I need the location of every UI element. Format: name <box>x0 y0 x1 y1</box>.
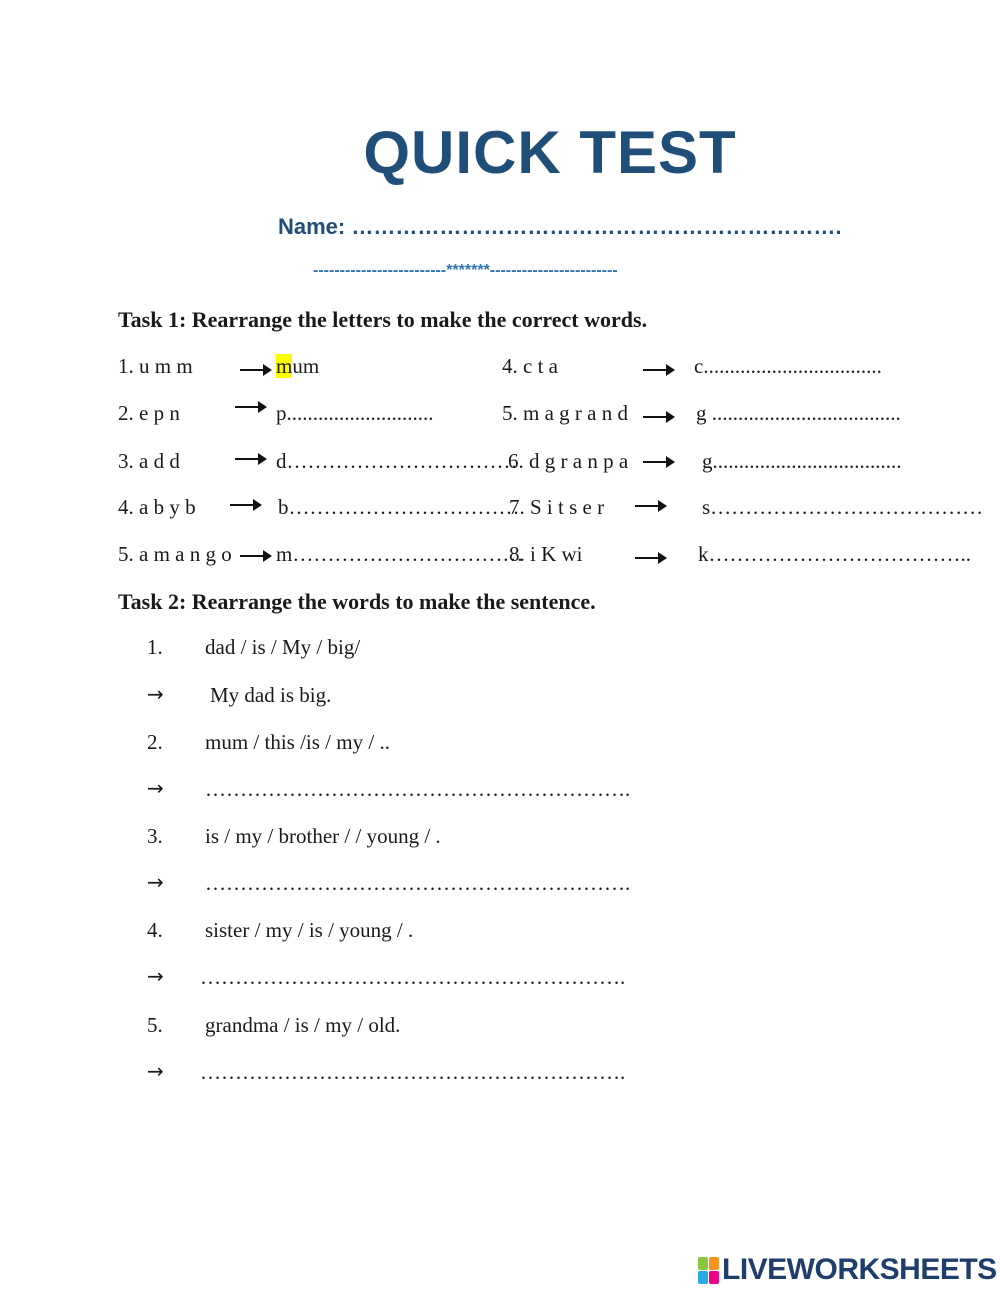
logo-block <box>698 1271 708 1284</box>
task1-answer[interactable]: b…………………………… <box>278 495 520 519</box>
task1-answer[interactable]: s………………………………… <box>702 495 984 519</box>
task2-words: is / my / brother / / young / . <box>205 824 441 848</box>
task2-answer[interactable]: ……………………………………………………. <box>205 871 631 895</box>
arrow-icon <box>230 504 260 506</box>
task2-number: 4. <box>147 918 163 942</box>
task1-question: 6. d g r a n p a <box>508 449 629 473</box>
arrow-icon <box>643 461 673 463</box>
task1-question: 1. u m m <box>118 354 193 378</box>
logo-block <box>698 1257 708 1270</box>
task1-answer[interactable]: m…………………………… <box>276 542 524 566</box>
page-title: QUICK TEST <box>363 119 737 186</box>
task1-heading: Task 1: Rearrange the letters to make the correct words. <box>118 307 648 332</box>
task1-question: 2. e p n <box>118 401 180 425</box>
task2-heading: Task 2: Rearrange the words to make the sentence. <box>118 589 596 614</box>
arrow-icon <box>235 406 265 408</box>
task1-answer[interactable]: p............................ <box>276 401 434 425</box>
task2-answer[interactable]: ……………………………………………………. <box>200 1060 626 1084</box>
task1-answer[interactable]: g .................................... <box>696 401 901 425</box>
task2-words: grandma / is / my / old. <box>205 1013 401 1037</box>
logo-blocks-icon <box>698 1257 719 1284</box>
task2-number: 1. <box>147 635 163 659</box>
arrow-icon <box>643 369 673 371</box>
arrow-icon: → <box>147 964 164 988</box>
task2-number: 2. <box>147 730 163 754</box>
task1-answer[interactable]: d…………………………… <box>276 449 518 473</box>
name-field[interactable]: Name: …………………………………………………………. <box>278 214 842 239</box>
task2-answer[interactable]: My dad is big. <box>210 683 332 707</box>
answer-text: um <box>292 354 320 378</box>
arrow-icon <box>240 369 270 371</box>
task2-number: 5. <box>147 1013 163 1037</box>
arrow-icon: → <box>147 870 164 894</box>
arrow-icon <box>643 416 673 418</box>
task2-words: sister / my / is / young / . <box>205 918 414 942</box>
task1-question: 4. a b y b <box>118 495 196 519</box>
task1-question: 5. m a g r a n d <box>502 401 628 425</box>
arrow-icon <box>235 458 265 460</box>
task2-answer[interactable]: ……………………………………………………. <box>200 965 626 989</box>
arrow-icon: → <box>147 776 164 800</box>
logo-block <box>709 1257 719 1270</box>
task1-answer[interactable] <box>276 356 319 377</box>
logo-block <box>709 1271 719 1284</box>
task2-words: mum / this /is / my / .. <box>205 730 390 754</box>
arrow-icon <box>240 555 270 557</box>
task1-question: 5. a m a n g o <box>118 542 232 566</box>
task1-question: 4. c t a <box>502 354 558 378</box>
arrow-icon <box>635 505 665 507</box>
task1-answer[interactable]: g.................................... <box>702 449 902 473</box>
arrow-icon: → <box>147 1059 164 1083</box>
task1-question: 8. i K wi <box>509 542 583 566</box>
liveworksheets-logo <box>698 1253 997 1286</box>
arrow-icon <box>635 557 665 559</box>
arrow-icon: → <box>147 682 164 706</box>
task2-words: dad / is / My / big/ <box>205 635 361 659</box>
logo-text: LIVEWORKSHEETS <box>722 1253 997 1286</box>
task2-answer[interactable]: ……………………………………………………. <box>205 777 631 801</box>
highlighted-letter: m <box>276 354 293 378</box>
task1-answer[interactable]: c.................................. <box>694 354 882 378</box>
task1-question: 7. S i t s e r <box>509 495 605 519</box>
task1-question: 3. a d d <box>118 449 180 473</box>
task1-answer[interactable]: k……………………………….. <box>698 542 971 566</box>
divider: -------------------------*******------------------------ <box>313 262 618 279</box>
task2-number: 3. <box>147 824 163 848</box>
